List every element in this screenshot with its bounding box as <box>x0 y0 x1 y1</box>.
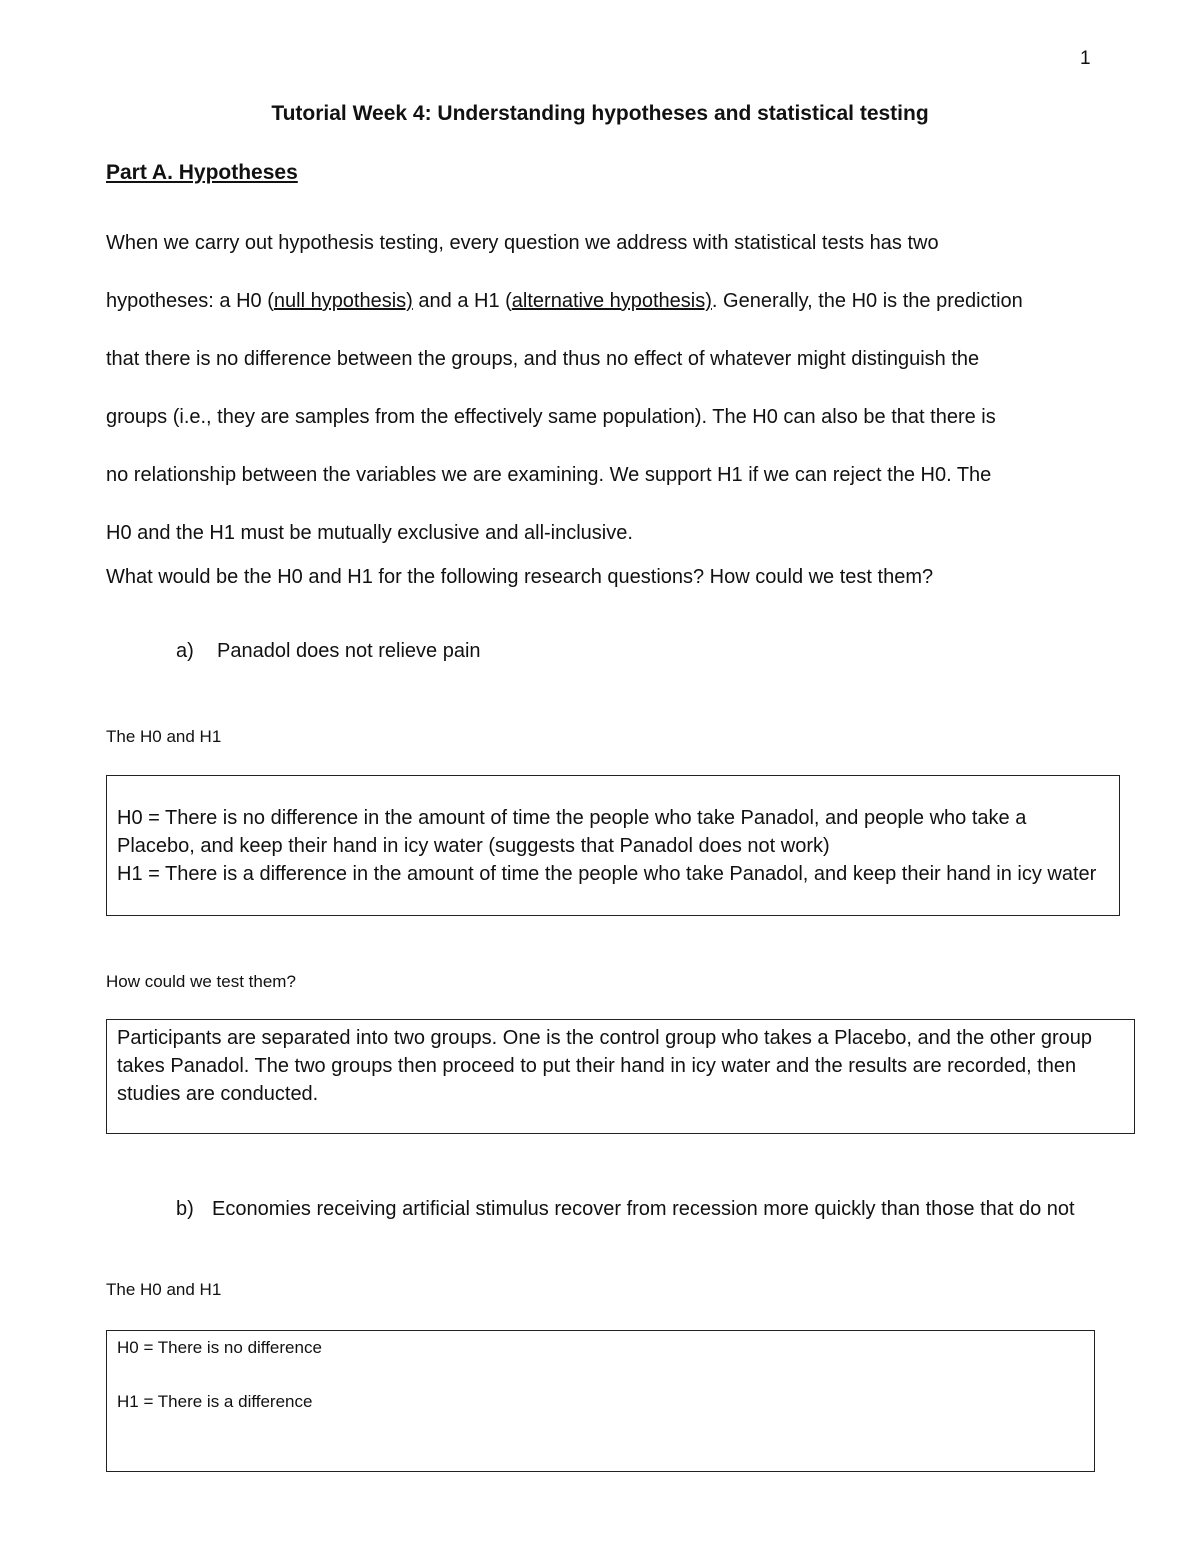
hypotheses-label-b: The H0 and H1 <box>106 1280 222 1299</box>
list-item-a-text: Panadol does not relieve pain <box>217 640 481 662</box>
hypotheses-answer-box-b[interactable] <box>106 1330 1095 1472</box>
intro-line-1: When we carry out hypothesis testing, every question we address with statistical tests has two <box>106 232 939 254</box>
part-a-heading: Part A. Hypotheses <box>106 161 298 184</box>
list-item-b-text: Economies receiving artificial stimulus recover from recession more quickly than those that do not <box>212 1198 1075 1220</box>
list-marker-b: b) <box>176 1198 194 1220</box>
h1-answer-b: H1 = There is a difference <box>117 1392 313 1411</box>
intro-line-3: that there is no difference between the groups, and thus no effect of whatever might distinguish the <box>106 348 980 370</box>
intro-line-6: H0 and the H1 must be mutually exclusive and all-inclusive. <box>106 522 633 544</box>
intro-line-5: no relationship between the variables we are examining. We support H1 if we can reject the H0. The <box>106 464 992 486</box>
intro-line-2: hypotheses: a H0 (null hypothesis) and a H1 (alternative hypothesis). Generally, the H0 is the prediction <box>106 290 1023 312</box>
null-hypothesis-term: null hypothesis) <box>273 290 413 312</box>
test-answer-a: Participants are separated into two groups. One is the control group who takes a Placebo, and the other group takes Panadol. The two groups then proceed to put their hand in icy water and the results are recorded, then studies are conducted. <box>117 1027 1093 1105</box>
research-question-prompt: What would be the H0 and H1 for the following research questions? How could we test them? <box>106 566 934 588</box>
test-label-a: How could we test them? <box>106 972 296 991</box>
intro-line-4: groups (i.e., they are samples from the effectively same population). The H0 can also be that there is <box>106 406 996 428</box>
intro-paragraph <box>106 214 1106 562</box>
list-item-b <box>176 1193 1096 1225</box>
test-answer-box-a[interactable] <box>106 1019 1135 1134</box>
page-number: 1 <box>1080 48 1091 69</box>
list-item-a <box>176 640 481 663</box>
h0-answer-b: H0 = There is no difference <box>117 1338 322 1357</box>
list-marker-a: a) <box>176 640 194 662</box>
document-title: Tutorial Week 4: Understanding hypotheses and statistical testing <box>271 102 929 125</box>
hypotheses-label-a: The H0 and H1 <box>106 727 222 746</box>
h0-answer-a: H0 = There is no difference in the amount of time the people who take Panadol, and people who take a Placebo, and keep their hand in icy water (suggests that Panadol does not work) <box>117 807 1027 857</box>
alternative-hypothesis-term: alternative hypothesis) <box>511 290 712 312</box>
h1-answer-a: H1 = There is a difference in the amount of time the people who take Panadol, and keep their hand in icy water <box>117 863 1097 885</box>
hypotheses-answer-box-a[interactable] <box>106 775 1120 916</box>
